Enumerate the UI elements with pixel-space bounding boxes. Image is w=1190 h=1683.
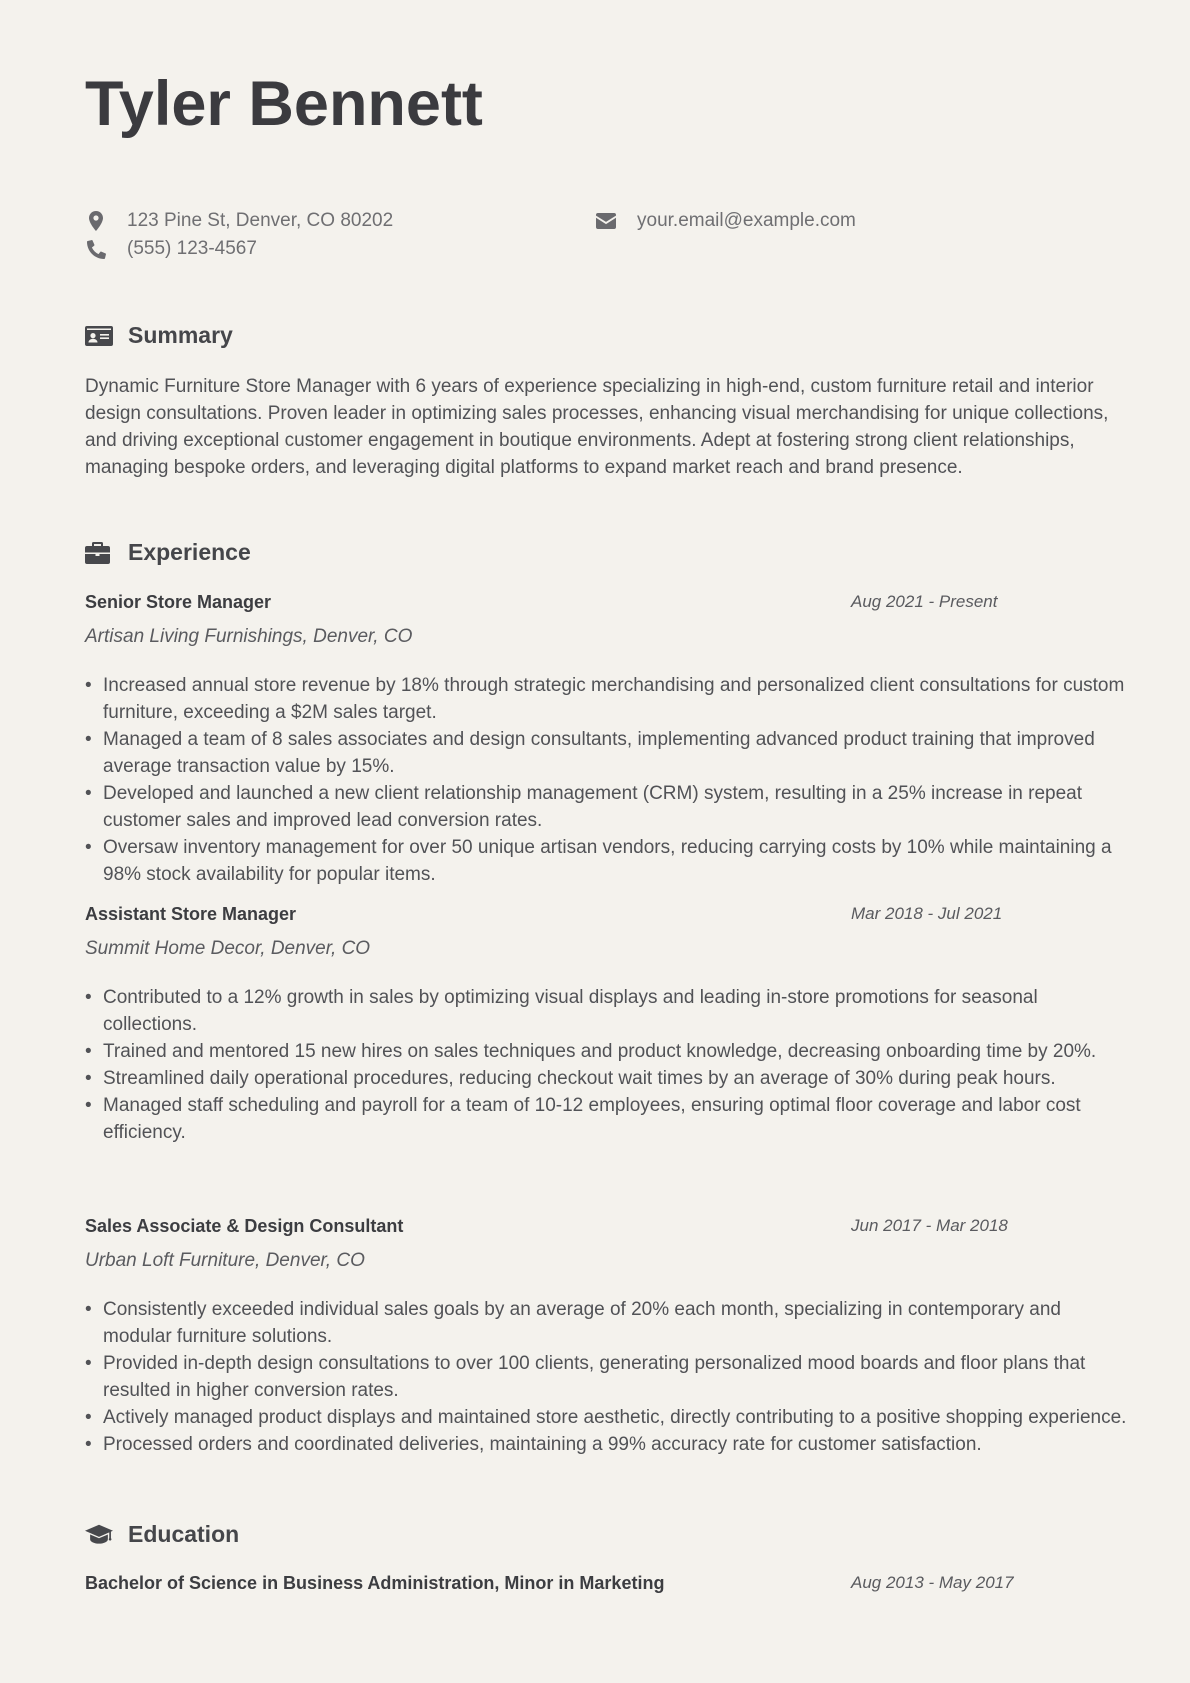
phone-text: (555) 123-4567 <box>127 238 257 259</box>
list-item: • Contributed to a 12% growth in sales by optimizing visual displays and leading in-store promotions for seasonal collections. <box>103 984 1133 1038</box>
list-item: • Consistently exceeded individual sales goals by an average of 20% each month, specializing in contemporary and modular furniture solutions. <box>103 1296 1133 1350</box>
id-card-icon <box>85 323 113 349</box>
briefcase-icon <box>85 540 113 566</box>
education-title: Education <box>128 1521 240 1547</box>
summary-text: Dynamic Furniture Store Manager with 6 years of experience specializing in high-end, custom furniture retail and interior design consultations. Proven leader in optimizing sales processes, enhancing visual merchandising for unique collections, and driving exceptional customer engagement in boutique environments. Adept at fostering strong client relationships, managing bespoke orders, and leveraging digital platforms to expand market reach and brand presence. <box>85 376 1109 478</box>
experience-heading <box>85 539 251 566</box>
graduation-cap-icon <box>85 1522 113 1548</box>
list-item: • Actively managed product displays and maintained store aesthetic, directly contributing to a positive shopping experience. <box>103 1404 1133 1431</box>
education-degree: Bachelor of Science in Business Administration, Minor in Marketing <box>85 1573 665 1593</box>
job-company: Artisan Living Furnishings, Denver, CO <box>85 626 413 647</box>
education-dates: Aug 2013 - May 2017 <box>851 1573 1014 1592</box>
list-item: • Managed staff scheduling and payroll for a team of 10-12 employees, ensuring optimal floor coverage and labor cost efficiency. <box>103 1092 1133 1146</box>
list-item: • Trained and mentored 15 new hires on sales techniques and product knowledge, decreasing onboarding time by 20%. <box>103 1038 1133 1065</box>
job-dates: Jun 2017 - Mar 2018 <box>851 1216 1008 1235</box>
email-link[interactable]: your.email@example.com <box>637 210 856 231</box>
list-item: • Provided in-depth design consultations to over 100 clients, generating personalized mood boards and floor plans that resulted in higher conversion rates. <box>103 1350 1133 1404</box>
job-company: Summit Home Decor, Denver, CO <box>85 938 371 959</box>
list-item: • Developed and launched a new client relationship management (CRM) system, resulting in a 25% increase in repeat customer sales and improved lead conversion rates. <box>103 780 1133 834</box>
job-bullets <box>85 672 1133 888</box>
job-bullets <box>85 984 1133 1146</box>
list-item: • Managed a team of 8 sales associates and design consultants, implementing advanced product training that improved average transaction value by 15%. <box>103 726 1133 780</box>
job-dates: Aug 2021 - Present <box>851 592 998 611</box>
education-heading <box>85 1521 239 1548</box>
contact-phone <box>85 238 257 260</box>
map-marker-icon <box>85 210 107 232</box>
job-dates: Mar 2018 - Jul 2021 <box>851 904 1003 923</box>
job-title: Sales Associate & Design Consultant <box>85 1216 404 1236</box>
list-item: • Streamlined daily operational procedures, reducing checkout wait times by an average of 30% during peak hours. <box>103 1065 1133 1092</box>
phone-icon <box>85 238 107 260</box>
list-item: • Increased annual store revenue by 18% through strategic merchandising and personalized client consultations for custom furniture, exceeding a $2M sales target. <box>103 672 1133 726</box>
candidate-name: Tyler Bennett <box>85 69 483 139</box>
job-company: Urban Loft Furniture, Denver, CO <box>85 1250 365 1271</box>
contact-email <box>595 210 856 232</box>
list-item: • Oversaw inventory management for over 50 unique artisan vendors, reducing carrying costs by 10% while maintaining a 98% stock availability for popular items. <box>103 834 1133 888</box>
list-item: • Processed orders and coordinated deliveries, maintaining a 99% accuracy rate for customer satisfaction. <box>103 1431 1133 1458</box>
contact-info <box>85 210 1115 270</box>
job-title: Senior Store Manager <box>85 592 272 612</box>
envelope-icon <box>595 210 617 232</box>
address-text: 123 Pine St, Denver, CO 80202 <box>127 210 394 231</box>
experience-title: Experience <box>128 539 251 565</box>
job-title: Assistant Store Manager <box>85 904 297 924</box>
summary-title: Summary <box>128 322 233 348</box>
contact-address <box>85 210 393 232</box>
summary-heading <box>85 322 233 349</box>
job-bullets <box>85 1296 1133 1458</box>
